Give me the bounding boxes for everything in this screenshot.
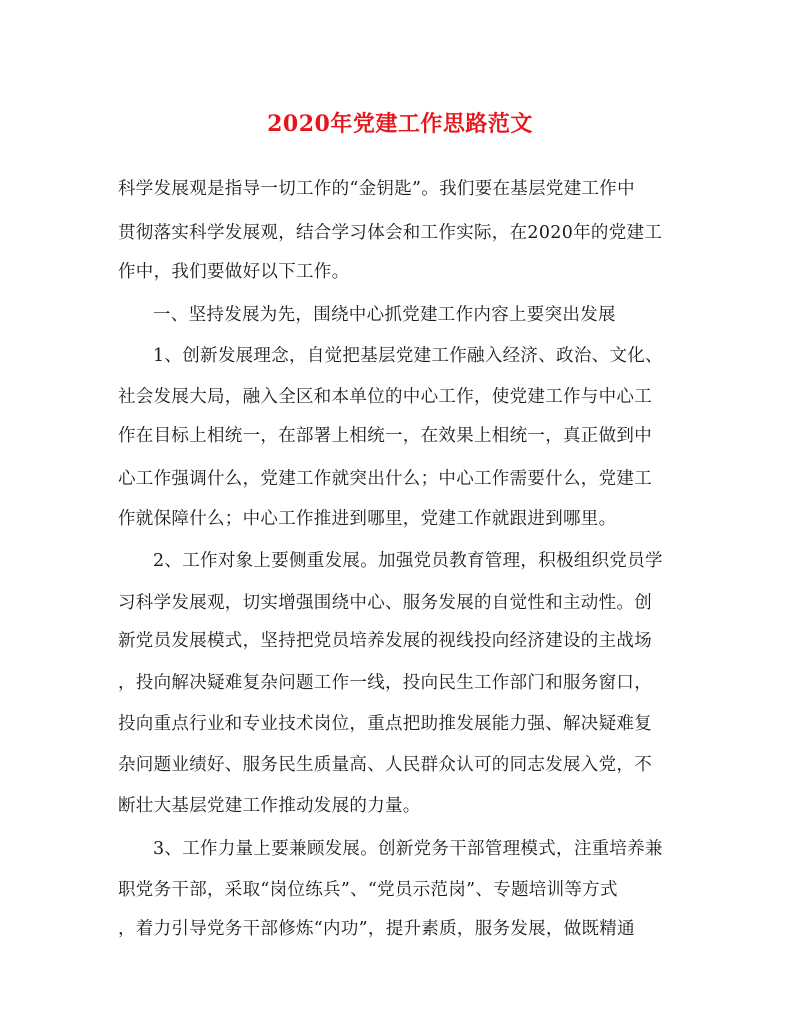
- paragraph-line: 贯彻落实科学发展观，结合学习体会和工作实际，在2020年的党建工: [118, 223, 663, 243]
- paragraph-line: 作中，我们要做好以下工作。: [118, 262, 350, 282]
- paragraph-line: 科学发展观是指导一切工作的“金钥匙”。我们要在基层党建工作中: [118, 179, 635, 199]
- paragraph-line: 杂问题业绩好、服务民生质量高、人民群众认可的同志发展入党，不: [118, 755, 652, 775]
- paragraph-line: 断壮大基层党建工作推动发展的力量。: [118, 796, 421, 816]
- paragraph-line: 3、工作力量上要兼顾发展。创新党务干部管理模式，注重培养兼: [153, 839, 663, 859]
- paragraph-line: 1、创新发展理念，自觉把基层党建工作融入经济、政治、文化、: [153, 346, 663, 366]
- paragraph-line: 职党务干部，采取“岗位练兵”、“党员示范岗”、专题培训等方式: [118, 880, 618, 900]
- paragraph-line: ，投向解决疑难复杂问题工作一线，投向民生工作部门和服务窗口，: [118, 673, 652, 693]
- section-heading: 一、坚持发展为先，围绕中心抓党建工作内容上要突出发展: [153, 305, 616, 325]
- paragraph-line: 2、工作对象上要侧重发展。加强党员教育管理，积极组织党员学: [153, 551, 663, 571]
- paragraph-line: 投向重点行业和专业技术岗位，重点把助推发展能力强、解决疑难复: [118, 714, 652, 734]
- document-title: 2020年党建工作思路范文: [267, 111, 533, 137]
- paragraph-line: 作就保障什么；中心工作推进到哪里，党建工作就跟进到哪里。: [118, 509, 617, 529]
- paragraph-line: 新党员发展模式，坚持把党员培养发展的视线投向经济建设的主战场: [118, 631, 652, 651]
- paragraph-line: 作在目标上相统一，在部署上相统一，在效果上相统一，真正做到中: [118, 426, 652, 446]
- paragraph-line: ，着力引导党务干部修炼“内功”，提升素质，服务发展，做既精通: [118, 919, 635, 939]
- paragraph-line: 习科学发展观，切实增强围绕中心、服务发展的自觉性和主动性。创: [118, 593, 652, 613]
- paragraph-line: 社会发展大局，融入全区和本单位的中心工作，使党建工作与中心工: [118, 387, 652, 407]
- paragraph-line: 心工作强调什么，党建工作就突出什么；中心工作需要什么，党建工: [118, 469, 652, 489]
